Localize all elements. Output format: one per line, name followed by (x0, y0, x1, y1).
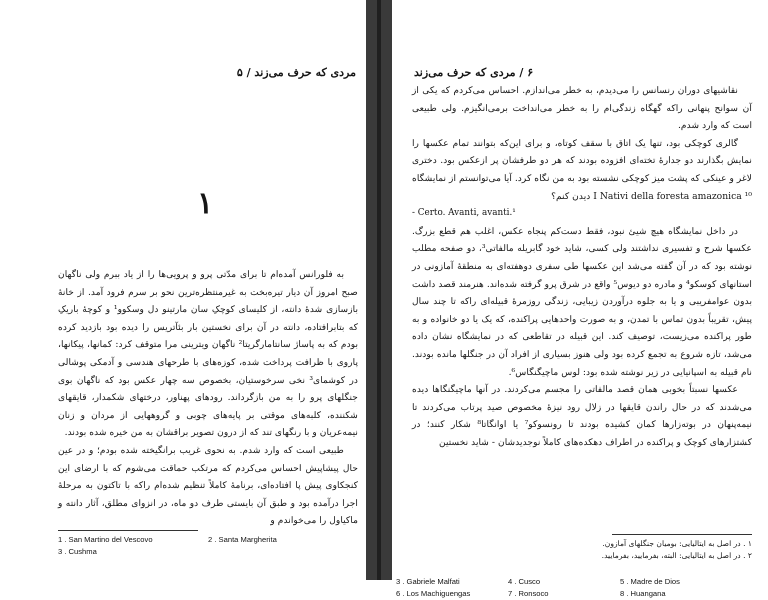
right-footnotes (396, 576, 740, 600)
footnote-row (396, 588, 740, 600)
right-paragraph: عکسها نسبتاً بخوبی همان قصد مالفاتی را مجسم می‌کردند. در آنها ماچیگنگاها دیده می‌شدند که در حال راندن قایقها در زلال رود نیزهٔ مخصوص صید پرتاب می‌کردند تا نیمه‌پنهان در بوته‌زارها کمان کشیده بودند تا رونسوکو⁷ یا اوانگاتا⁸ شکار کنند؛ در کشتزارهای کوچک و پراکنده در اطراف دهکده‌های کاملاً نوجدیدشان - شاید نخستین (412, 384, 752, 448)
left-paragraph: طبیعی است که وارد شدم. به نحوی غریب برانگیخته شده بودم؛ و در عین حال پیشاپیش احساس می‌کردم که مرتکب حماقت می‌شوم که با ارضای این کنجکاوی پیش پا افتاده‌ای، برنامهٔ کاملاً تنظیم شده‌ام راکه با تاکتون به مرحلهٔ اجرا درآمده بود و طبق آن بایستی طرف دو ماه، در انزوای مطلق، آثار دانته و ماکیاول را می‌خواندم و (58, 444, 358, 527)
left-footnotes (58, 534, 358, 558)
footnote-row (58, 534, 358, 546)
footnote: ۲ . در اصل به ایتالیایی: البته، بفرمایید، بفرمایید. (601, 551, 752, 560)
footnote: 1 . San Martino del Vescovo (58, 535, 153, 544)
chapter-number: ۱ (196, 186, 214, 221)
right-paragraph: در داخل نمایشگاه هیچ شیئ نبود، فقط دست‌کم پنجاه عکس، اغلب هم قطع بزرگ. عکسها شرح و تفسیری نداشتند ولی کسی، شاید خود گابریله مالفاتی³، دو صفحه مطلب نوشته بود که در آن گفته می‌شد این عکسها طی سفری دوهفته‌ای به منطقهٔ آمازونی در استانهای کوسکو⁴ و مادره دو دیوس⁵ واقع در شرق پرو گرفته شده‌اند. هنرمند قصد داشت بدون عوامفریبی و یا به جلوه درآوردن زیبایی، زندگی روزمرهٔ قبیله‌ای راکه تا چند سال پیش، تقریباً بدون تماس با تمدن، و به صورت واحدهایی پراکنده، که یک یا دو خانواده و به طور پراکنده می‌زیست، توصیف کند. این قبیله در تقاطعی که در نمایشگاه نشان داده می‌شد، تازه شروع به تجمع کرده بود ولی هنوز بسیاری از افراد آن در جنگلها مانده بودند. نام قبیله به اسپانیایی در زیر نوشته شده بود: لوس ماچیگنگاس⁶. (412, 225, 752, 378)
right-paragraph: گالری کوچکی بود، تنها یک اتاق با سقف کوتاه، و برای این‌که بتوانند تمام عکسها را نمایش بگذارند دو جدارهٔ تخته‌ای افزوده بودند که هر دو طرفشان پر ازعکس بود. دختری لاغر و عینکی که پشت میز کوچکی نشسته بود به من نگاه کرد. آیا می‌توانستم از نمایشگاه ¹⁰ I Nativi della foresta amazonica دیدن کنم؟ (412, 137, 752, 202)
footnote-row (396, 576, 740, 588)
left-running-head: مردی که حرف می‌زند / ۵ (236, 66, 356, 79)
footnote: 6 . Los Machiguengas (396, 589, 471, 598)
footnote: 2 . Santa Margherita (208, 535, 277, 544)
footnote: 3 . Gabriele Malfati (396, 577, 460, 586)
right-paragraph: نقاشیهای دوران رنسانس را می‌دیدم، به خطر می‌اندازم. احساس می‌کردم که یکی از آن سوانح پنهانی راکه گهگاه زندگی‌ام را به خطر می‌انداخت برمی‌انگیزم. ولی طبیعی است که وارد شدم. (412, 85, 752, 132)
left-footnote-rule (58, 530, 198, 531)
footnote-row (58, 546, 358, 558)
left-body-text (58, 266, 358, 530)
footnote: 3 . Cushma (58, 547, 97, 556)
left-page (44, 48, 366, 580)
right-footnotes-persian (552, 538, 752, 562)
footnote: ۱ . در اصل به ایتالیایی: بومیان جنگلهای آمازون. (602, 539, 752, 548)
right-paragraph-italian: - Certo. Avanti, avanti.¹ (412, 208, 516, 219)
right-footnote-rule (612, 534, 752, 535)
book-gutter (366, 0, 392, 580)
right-body-text (412, 82, 752, 451)
footnote: 8 . Huangana (620, 589, 666, 598)
footnote: 5 . Madre de Dios (620, 577, 680, 586)
footnote: 7 . Ronsoco (508, 589, 549, 598)
right-running-head: ۶ / مردی که حرف می‌زند (414, 66, 534, 79)
footnote (208, 546, 358, 558)
footnote: 4 . Cusco (508, 577, 541, 586)
left-paragraph: به فلورانس آمده‌ام تا برای مدّتی پرو و پرویی‌ها را از یاد ببرم ولی ناگهان صبح امروز آن دیار تیره‌بخت به غیرمنتظره‌ترین نحو بر سرم فرود آمد. از خانهٔ بازسازی شدهٔ دانته، از کلیسای کوچکِ سان مارتینو دل وسکوو¹ و کوچهٔ باریکِ که بتابرافتاده، دانته در آن برای نخستین بار بئآتریس را دیده بود بازدید کرده بودم که به پاساژ سانتامارگریتا² ناگهان ویترینی مرا متوقف کرد: کما‌نها، پیکانها، پاروی با ظرافت پرداخت شده، کوزه‌های با طرحهای هندسی و آدمکی پوشالی در کوشمای³ نخی سرخوستیان، بخصوص سه چهار عکس بود که ناگهان بوی جنگلهای پرو را به من بازگرداند. رودهای پهناور، درختهای شکمدار، قایقهای شکننده، کلبه‌های موقتی بر پایه‌های چوبی و گروههایی از مردان و زنان نیمه‌عریان و با رنگهای تند که از درون تصویر براقشان به من خیره شده بودند. (58, 269, 358, 439)
right-page (392, 48, 768, 598)
